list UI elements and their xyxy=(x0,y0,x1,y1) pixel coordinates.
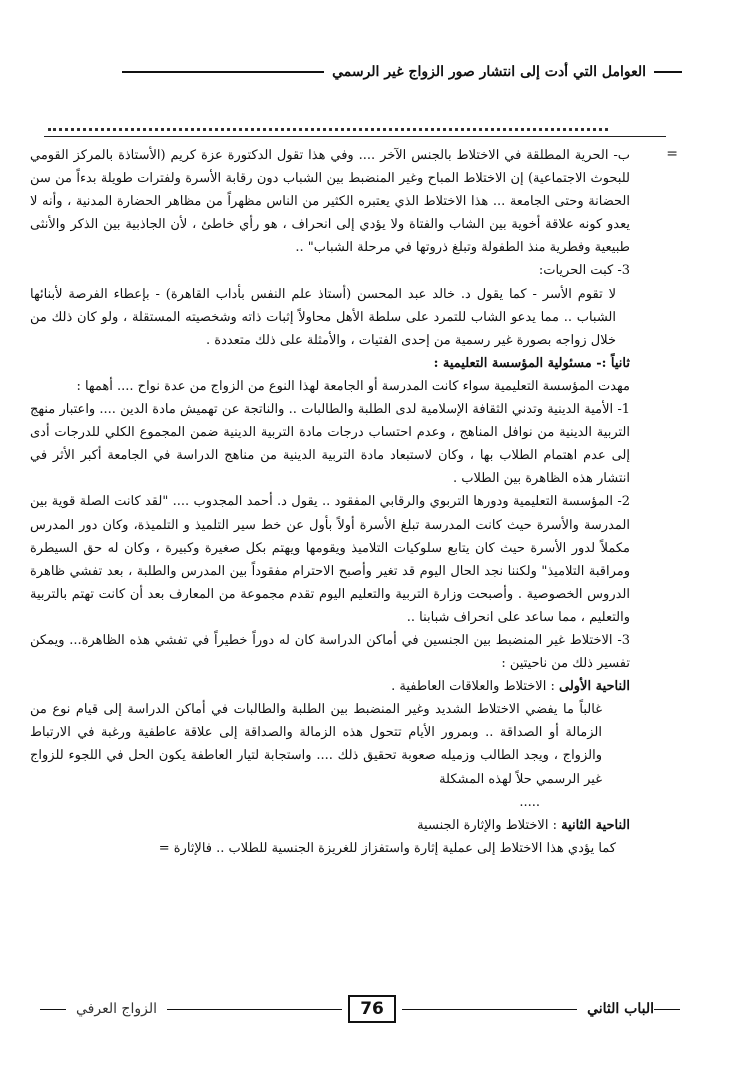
top-rule xyxy=(44,136,666,137)
aspect-two-text: : الاختلاط والإثارة الجنسية xyxy=(417,817,557,833)
paragraph-freedom: ب- الحرية المطلقة في الاختلاط بالجنس الآخر .... وفي هذا تقول الدكتورة عزة كريم (الأستاذة بالمركز القومي للبحوث الاجتماعية) إن الاختلاط المباح وغير المنضبط بين الشباب دون رقابة الأسرة ولفترات طويلة بدءاً من سن الحضانة وحتى الجامعة ... هذا الاختلاط الذي يعتبره الكثير من الناس مظهراً من مظاهر الحضارة المدنية ، وأنه لا يعدو كونه علاقة أخوية بين الشاب والفتاة ولا يؤدي إلى انحراف ، هو رأي خاطئ ، لأن الجاذبية بين الذكر والأنثى طبيعية وفطرية منذ الطفولة وتبلغ ذروتها في مرحلة الشباب" .. xyxy=(30,148,630,256)
page-footer xyxy=(40,990,680,1028)
list-item-2: 2- المؤسسة التعليمية ودورها التربوي والرقابي المفقود .. يقول د. أحمد المجدوب .... "لقد كانت الصلة قوية بين المدرسة والأسرة حيث كانت المدرسة تبلغ الأسرة أولاً بأول عن خط سير التلميذ و التلميذة، وكان دور المدرس مكملاً لدور الأسرة حيث كان يتابع سلوكيات التلاميذ ويقومها ويهتم بكل صغيرة وكبيرة ، وكان له حق السيطرة ومراقبة التلاميذ" ولكننا نجد الحال اليوم قد تغير وأصبح الاحترام مفقوداً بين المدرس والطلبة ، بعد تفشي ظاهرة الدروس الخصوصية . وأصبحت وزارة التربية والتعليم اليوم تقدم مجموعة من المعارف بعد أن كانت تهتم بالتربية والتعليم ، مما ساعد على انحراف شبابنا .. xyxy=(30,494,630,625)
page-number: 76 xyxy=(348,995,396,1023)
running-header xyxy=(122,64,682,80)
paragraph-aspect-two: كما يؤدي هذا الاختلاط إلى عملية إثارة واستفزاز للغريزة الجنسية للطلاب .. فالإثارة = xyxy=(158,840,616,856)
paragraph-intro: مهدت المؤسسة التعليمية سواء كانت المدرسة أو الجامعة لهذا النوع من الزواج من عدة نواح .... أهمها : xyxy=(76,378,630,394)
list-item-1: 1- الأمية الدينية وتدني الثقافة الإسلامية لدى الطلبة والطالبات .. والناتجة عن تهميش مادة الدين .... واعتبار منهج التربية الدينية من نوافل المناهج ، وعدم احتساب درجات مادة التربية الدينية ضمن المجموع الكلي للدرجات أدى إلى عدم اهتمام الطلاب بها ، وكان لاستبعاد مادة التربية الدينية من مناهج الدراسة في الجامعة أكبر الأثر في انتشار هذه الظاهرة بين الطلاب . xyxy=(30,402,630,487)
paragraph-dots: ..... xyxy=(519,794,540,810)
dotted-separator xyxy=(48,120,608,131)
book-title: الزواج العرفي xyxy=(75,1001,157,1017)
header-dash xyxy=(654,71,682,73)
footer-dash-right xyxy=(654,1009,680,1010)
aspect-one-label: الناحية الأولى xyxy=(558,679,630,695)
footer-rule-left xyxy=(167,1009,342,1010)
header-rule xyxy=(122,71,324,73)
paragraph-repression: لا تقوم الأسر - كما يقول د. خالد عبد المحسن (أستاذ علم النفس بأداب القاهرة) - بإعطاء الفرصة لأبنائها الشباب .. مما يدعو الشاب للتمرد على سلطة الأهل محاولاً إثبات ذاته وشخصيته المستقلة ، ولو كان ذلك من خلال زواجه بصورة غير رسمية من إحدى الفتيات ، والأمثلة على ذلك متعددة . xyxy=(30,286,616,348)
paragraph-aspect-one: غالباً ما يفضي الاختلاط الشديد وغير المنضبط بين الطلبة والطالبات في أماكن الدراسة إلى قيام نوع من الزمالة أو الصداقة .. وبمرور الأيام تتحول هذه الزمالة والصداقة إلى علاقة عاطفية ورغبة في الارتباط والزواج ، ويجد الطالب وزميله صعوبة تحقيق ذلك .... واستجابة لتيار العاطفة يكون الحل في اللجوء للزواج غير الرسمي حلاً لهذه المشكلة xyxy=(30,702,602,787)
aspect-one-heading xyxy=(30,675,630,698)
footer-dash-left xyxy=(40,1009,66,1010)
header-title: العوامل التي أدت إلى انتشار صور الزواج غير الرسمي xyxy=(332,64,646,80)
footer-rule-right xyxy=(402,1009,577,1010)
section-title: ثانياً :- مسئولية المؤسسة التعليمية : xyxy=(433,355,630,371)
body-text xyxy=(30,144,630,860)
aspect-two-heading xyxy=(30,814,630,837)
edge-mark: = xyxy=(666,146,678,162)
list-item-3: 3- الاختلاط غير المنضبط بين الجنسين في أماكن الدراسة كان له دوراً خطيراً في تفشي هذه الظاهرة... ويمكن تفسير ذلك من ناحيتين : xyxy=(30,632,630,672)
chapter-label: الباب الثاني xyxy=(587,1001,654,1017)
aspect-one-text: : الاختلاط والعلاقات العاطفية . xyxy=(391,679,555,695)
aspect-two-label: الناحية الثانية xyxy=(561,817,630,833)
paragraph-heading: 3- كبت الحريات: xyxy=(538,263,630,279)
